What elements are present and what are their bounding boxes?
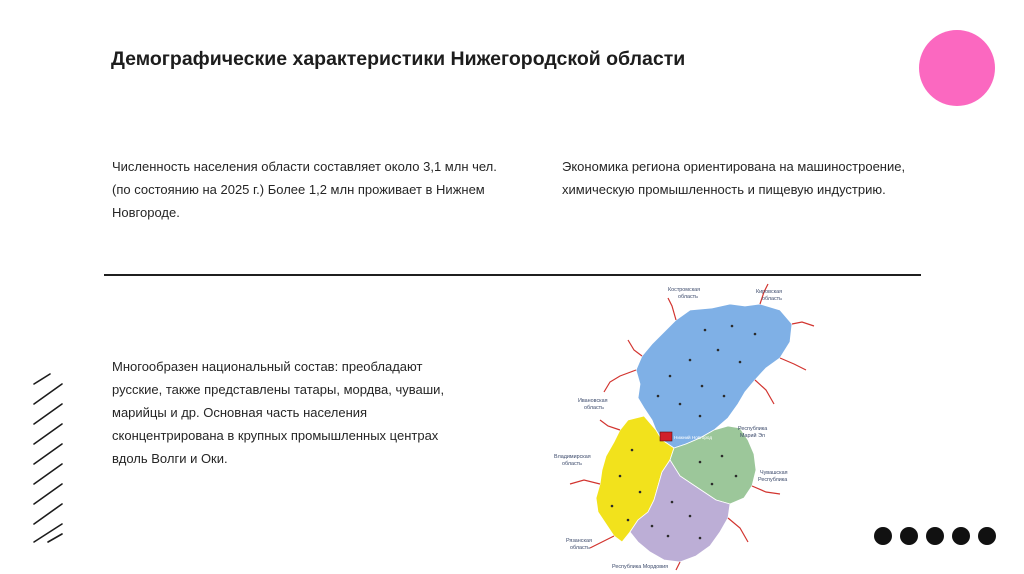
map-label-mari-1: Республика <box>738 426 768 432</box>
map-label-mordovia: Республика Мордовия <box>612 564 669 570</box>
map-label-ivanovo-2: область <box>584 405 604 411</box>
map-city-marker <box>660 432 672 441</box>
nizhny-novgorod-region-map <box>540 280 830 574</box>
diagonal-hatch-decoration <box>32 372 64 544</box>
map-label-kirov-1: Кировская <box>756 289 783 295</box>
map-label-vladimir-2: область <box>562 461 582 467</box>
horizontal-divider <box>104 274 921 276</box>
economy-text: Экономика региона ориентирована на машиностроение, химическую промышленность и пищевую индустрию. <box>562 159 906 197</box>
map-label-nn-city: Нижний Новгород <box>674 435 713 440</box>
map-label-kostroma-2: область <box>678 294 698 300</box>
map-label-kirov-2: область <box>762 296 782 302</box>
map-label-kostroma-1: Костромская <box>668 287 701 293</box>
dot-4 <box>952 527 970 545</box>
pagination-dots <box>874 527 998 545</box>
slide-title: Демографические характеристики Нижегородской области <box>111 48 686 70</box>
decorative-pink-circle <box>919 30 995 106</box>
dot-5 <box>978 527 996 545</box>
map-label-ivanovo-1: Ивановская <box>578 398 608 404</box>
map-region-north <box>636 304 792 448</box>
population-text: Численность населения области составляет около 3,1 млн чел. (по состоянию на 2025 г.) Более 1,2 млн проживает в Нижнем Новгороде. <box>112 159 497 220</box>
dot-3 <box>926 527 944 545</box>
map-label-mari-2: Марий Эл <box>740 433 765 439</box>
map-label-ryazan-1: Рязанская <box>566 538 592 544</box>
map-label-chuvash-1: Чувашская <box>760 470 788 476</box>
map-label-chuvash-2: Республика <box>758 477 788 483</box>
map-label-ryazan-2: область <box>570 545 590 551</box>
dot-2 <box>900 527 918 545</box>
map-label-vladimir-1: Владимирская <box>554 454 591 460</box>
dot-1 <box>874 527 892 545</box>
ethnic-composition-text: Многообразен национальный состав: преобладают русские, также представлены татары, мордва, чуваши, марийцы и др. Основная часть населения сконцентрирована в крупных промышленных центрах вдоль Волги и Оки. <box>112 359 445 466</box>
